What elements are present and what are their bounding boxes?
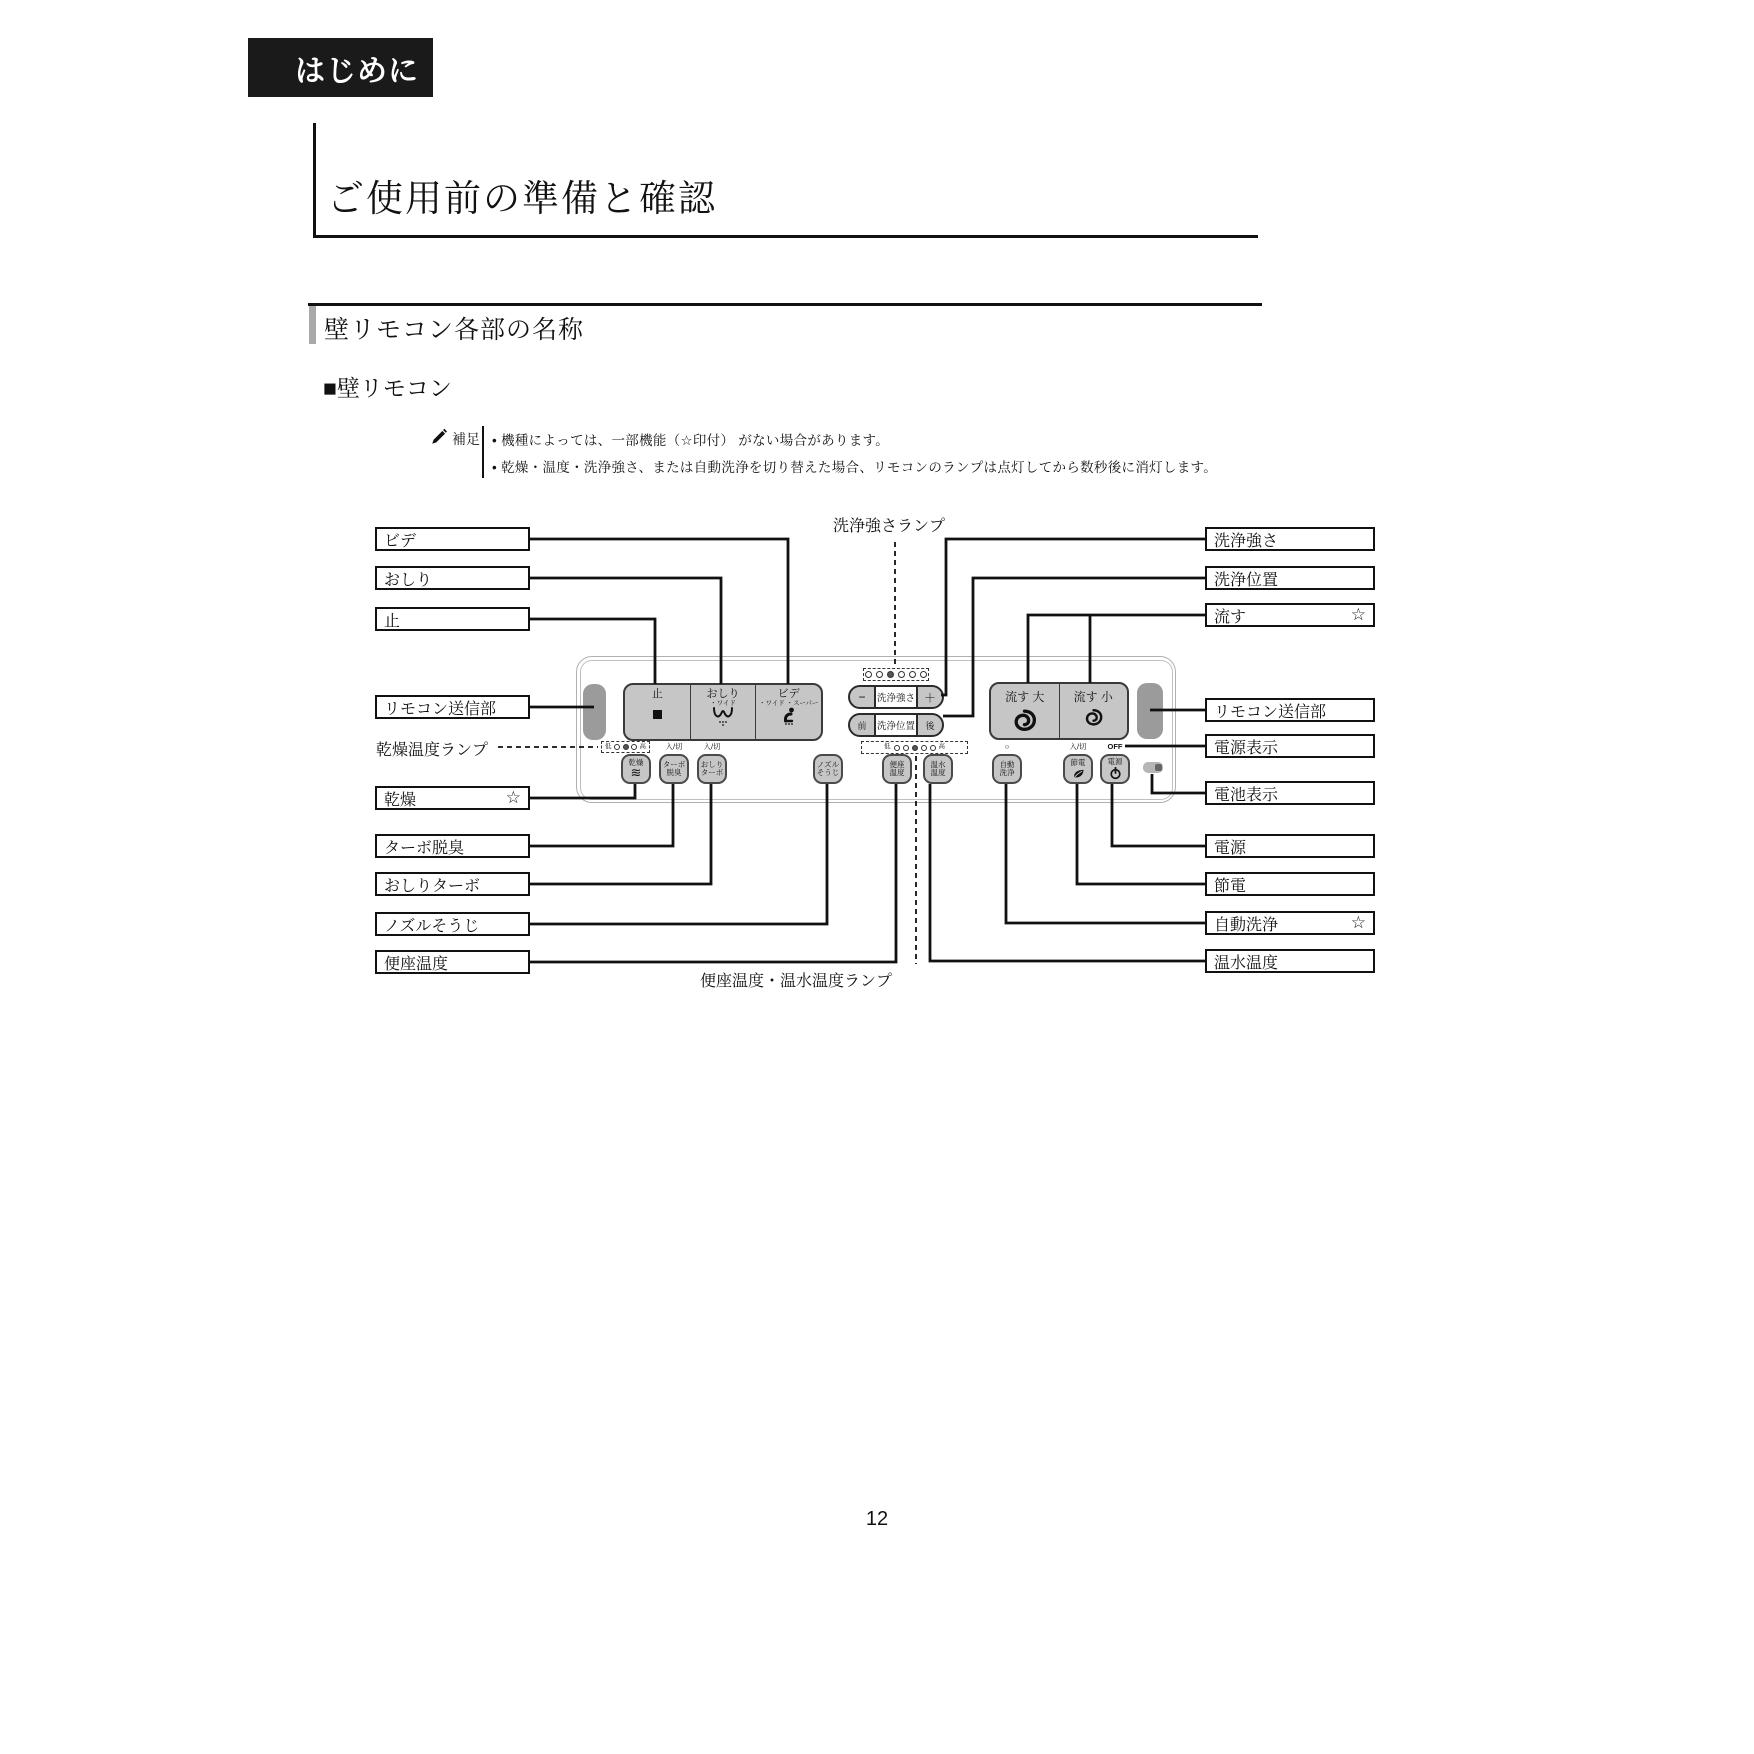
subsection-heading: ■壁リモコン — [323, 375, 452, 401]
callout-flush-text: 流す — [1214, 608, 1247, 626]
front-button — [850, 715, 874, 735]
auto-flush-line1: 自動 — [999, 759, 1015, 769]
high-label: 高 — [639, 742, 646, 750]
callout-stop — [375, 607, 530, 631]
callout-energy-save — [1205, 872, 1375, 896]
flush-small-label: 流す 小 — [1073, 690, 1113, 704]
eco-leaf-icon — [1072, 768, 1085, 779]
flush-small-button — [1059, 684, 1128, 738]
oshiri-button-sub: ・ワイド — [710, 700, 736, 708]
plus-label: ＋ — [923, 690, 936, 705]
callout-flush — [1205, 603, 1375, 627]
wash-strength-lamp-label: 洗浄強さランプ — [833, 518, 946, 535]
lamp-dot — [903, 745, 909, 751]
dryer-button-label: 乾燥 — [628, 757, 644, 767]
callout-stop-text: 止 — [384, 612, 401, 630]
lamp-dot — [930, 745, 936, 751]
oshiri-button — [690, 685, 756, 739]
dryer-temp-lamp-row — [601, 741, 650, 753]
oshiri-turbo-button — [697, 754, 727, 784]
turbo-deodorize-line2: 脱臭 — [666, 768, 682, 777]
back-label: 後 — [925, 720, 935, 731]
lamp-dot — [865, 671, 872, 678]
lamp-dot — [920, 671, 927, 678]
callout-seat-temp — [375, 950, 530, 974]
callout-power-indicator — [1205, 734, 1375, 758]
section-heading: 壁リモコン各部の名称 — [324, 316, 585, 344]
page-title: ご使用前の準備と確認 — [327, 178, 717, 219]
callout-power-text: 電源 — [1214, 839, 1247, 857]
flush-big-swirl-icon — [1011, 707, 1038, 734]
callout-nozzle-clean — [375, 912, 530, 936]
minus-button — [850, 687, 874, 707]
callout-turbo-deodorize — [375, 834, 530, 858]
nozzle-clean-button — [813, 754, 843, 784]
pencil-icon — [430, 428, 448, 446]
callout-water-temp — [1205, 949, 1375, 973]
wash-position-adjuster — [848, 713, 944, 737]
seat-water-temp-lamp-label: 便座温度・温水温度ランプ — [700, 973, 893, 990]
seat-temp-line2: 温度 — [889, 768, 905, 777]
section-top-rule — [308, 303, 1262, 306]
bide-button-sub: ・ワイド ・スーパー — [758, 700, 819, 708]
dryer-temp-lamp-label: 乾燥温度ランプ — [376, 742, 489, 759]
wash-strength-adjuster — [848, 685, 944, 709]
bide-button-label: ビデ — [777, 688, 800, 700]
bide-spray-icon — [778, 707, 800, 727]
oshiri-turbo-line1: おしり — [700, 759, 724, 769]
flush-big-label: 流す 大 — [1005, 690, 1045, 704]
callout-transmitter-right — [1205, 698, 1375, 722]
callout-battery-indicator-text: 電池表示 — [1214, 786, 1279, 804]
auto-flush-button — [992, 754, 1022, 784]
ir-transmitter-left — [583, 684, 606, 740]
flush-big-button — [991, 684, 1059, 738]
main-button-group — [623, 683, 823, 741]
nozzle-clean-line1: ノズル — [816, 759, 840, 769]
onoff-mark-turbo: 入/切 — [665, 742, 683, 751]
nozzle-clean-line2: そうじ — [816, 768, 840, 777]
onoff-mark-eco: 入/切 — [1069, 742, 1087, 751]
callout-dryer — [375, 786, 530, 810]
lamp-dot — [614, 744, 620, 750]
stop-button-label: 止 — [651, 688, 663, 700]
wash-strength-lamp-row — [863, 668, 929, 681]
callout-oshiri-text: おしり — [384, 571, 433, 589]
callout-battery-indicator — [1205, 781, 1375, 805]
battery-nub — [1155, 764, 1162, 771]
minus-label: − — [858, 690, 866, 704]
bide-button — [755, 685, 821, 739]
low-label: 低 — [884, 743, 891, 751]
callout-energy-save-text: 節電 — [1214, 877, 1247, 895]
battery-icon — [1143, 762, 1163, 773]
note-divider — [482, 426, 484, 478]
lamp-dot — [894, 745, 900, 751]
lamp-dot — [921, 745, 927, 751]
seat-temp-button — [882, 754, 912, 784]
lamp-dot-on — [912, 745, 918, 751]
wash-position-window — [874, 715, 918, 735]
turbo-deodorize-line1: ターボ — [662, 759, 686, 769]
callout-bide — [375, 527, 530, 551]
star-mark: ☆ — [1350, 913, 1366, 932]
callout-dryer-text: 乾燥 — [384, 791, 417, 809]
page-number: 12 — [865, 1508, 889, 1530]
water-temp-button — [923, 754, 953, 784]
callout-wash-position-text: 洗浄位置 — [1214, 571, 1279, 589]
front-label: 前 — [857, 720, 867, 731]
callout-transmitter-left — [375, 695, 530, 719]
callout-seat-temp-text: 便座温度 — [384, 955, 449, 973]
lamp-dot-on — [887, 671, 894, 678]
note-line-1: • 機種によっては、一部機能（☆印付） がない場合があります。 — [492, 433, 890, 448]
oshiri-turbo-line2: ターボ — [700, 768, 724, 777]
callout-turbo-deodorize-text: ターボ脱臭 — [384, 839, 465, 857]
plus-button — [918, 687, 942, 707]
seat-water-temp-lamp-row — [861, 741, 968, 754]
note-label: 補足 — [452, 431, 480, 447]
back-button — [918, 715, 942, 735]
star-mark: ☆ — [505, 788, 521, 807]
power-button-label: 電源 — [1107, 757, 1123, 767]
callout-wash-strength — [1205, 527, 1375, 551]
energy-save-button — [1063, 754, 1093, 784]
auto-flush-lamp-mark: ○ — [1004, 742, 1010, 751]
callout-water-temp-text: 温水温度 — [1214, 954, 1279, 972]
lamp-dot — [876, 671, 883, 678]
seat-temp-line1: 便座 — [889, 759, 905, 769]
note-line-2: • 乾燥・温度・洗浄強さ、または自動洗浄を切り替えた場合、リモコンのランプは点灯してから数秒後に消灯します。 — [492, 460, 1218, 475]
power-icon — [1109, 767, 1122, 780]
lamp-dot-on — [623, 744, 629, 750]
water-temp-line1: 温水 — [930, 759, 946, 769]
remote-control — [576, 656, 1176, 803]
dryer-wave-icon: ≋ — [630, 765, 642, 781]
power-button — [1100, 754, 1130, 784]
callout-nozzle-clean-text: ノズルそうじ — [384, 917, 480, 935]
callout-transmitter-left-text: リモコン送信部 — [384, 700, 497, 718]
flush-button-group — [989, 682, 1129, 740]
callout-wash-position — [1205, 566, 1375, 590]
onoff-mark-oshiri-turbo: 入/切 — [703, 742, 721, 751]
water-temp-line2: 温度 — [930, 768, 946, 777]
lamp-dot — [898, 671, 905, 678]
dryer-button — [621, 754, 651, 784]
oshiri-button-label: おしり — [706, 688, 740, 700]
stop-square-icon — [653, 710, 662, 719]
wash-strength-window-text: 洗浄強さ — [876, 693, 915, 704]
callout-auto-flush — [1205, 911, 1375, 935]
high-label: 高 — [938, 743, 945, 751]
callout-oshiri-turbo — [375, 872, 530, 896]
chapter-banner: はじめに — [248, 38, 433, 97]
callout-power — [1205, 834, 1375, 858]
energy-save-label: 節電 — [1070, 758, 1086, 768]
flush-small-swirl-icon — [1083, 707, 1104, 728]
oshiri-spray-icon — [711, 707, 735, 727]
stop-button — [625, 685, 690, 739]
callout-oshiri-turbo-text: おしりターボ — [384, 877, 481, 895]
callout-bide-text: ビデ — [384, 532, 417, 550]
callout-oshiri — [375, 566, 530, 590]
auto-flush-line2: 洗浄 — [999, 768, 1015, 777]
wash-position-window-text: 洗浄位置 — [876, 721, 915, 732]
title-vertical-rule — [313, 123, 316, 237]
ir-transmitter-right — [1137, 683, 1163, 739]
callout-transmitter-right-text: リモコン送信部 — [1214, 703, 1327, 721]
title-underline — [313, 235, 1258, 238]
lamp-dot — [631, 744, 637, 750]
section-accent-bar — [309, 306, 316, 344]
callout-power-indicator-text: 電源表示 — [1214, 739, 1279, 757]
callout-wash-strength-text: 洗浄強さ — [1214, 532, 1279, 550]
low-label: 低 — [605, 742, 612, 750]
wash-strength-window — [874, 687, 918, 707]
star-mark: ☆ — [1350, 605, 1366, 624]
callout-auto-flush-text: 自動洗浄 — [1214, 916, 1279, 934]
lamp-dot — [909, 671, 916, 678]
off-mark: OFF — [1107, 742, 1123, 751]
turbo-deodorize-button — [659, 754, 689, 784]
